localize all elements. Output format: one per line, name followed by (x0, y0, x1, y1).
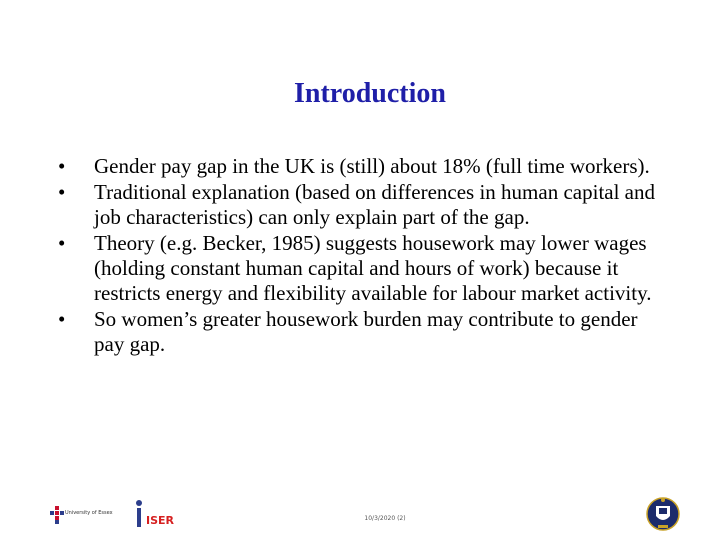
iser-logo (134, 499, 174, 529)
bullet-item (58, 307, 668, 357)
bullet-glyph: • (58, 180, 66, 204)
bullet-glyph: • (58, 231, 66, 255)
iser-logo-text: ISER (146, 514, 174, 527)
iser-figure-icon (134, 499, 146, 529)
essex-mark-icon (50, 506, 64, 524)
slide-date-page: 10/3/2020 (2) (364, 515, 406, 522)
bullet-glyph: • (58, 154, 66, 178)
bullet-glyph: • (58, 307, 66, 331)
bullet-item (58, 180, 668, 230)
essex-logo-text: University of Essex (65, 510, 113, 516)
bullet-list (58, 154, 668, 358)
slide-title: Introduction (294, 78, 446, 109)
oxford-crest-icon (646, 496, 680, 532)
bullet-text: Traditional explanation (based on differences in human capital and job characteristics) can only explain part of the gap. (94, 180, 656, 229)
bullet-text: So women’s greater housework burden may contribute to gender pay gap. (94, 307, 638, 356)
university-of-essex-logo (50, 506, 130, 524)
bullet-text: Theory (e.g. Becker, 1985) suggests housework may lower wages (holding constant human capital and hours of work) because it restricts energy and flexibility available for labour market activity. (94, 231, 652, 305)
bullet-item (58, 231, 668, 306)
bullet-text: Gender pay gap in the UK is (still) about 18% (full time workers). (94, 154, 650, 178)
bullet-item (58, 154, 668, 179)
